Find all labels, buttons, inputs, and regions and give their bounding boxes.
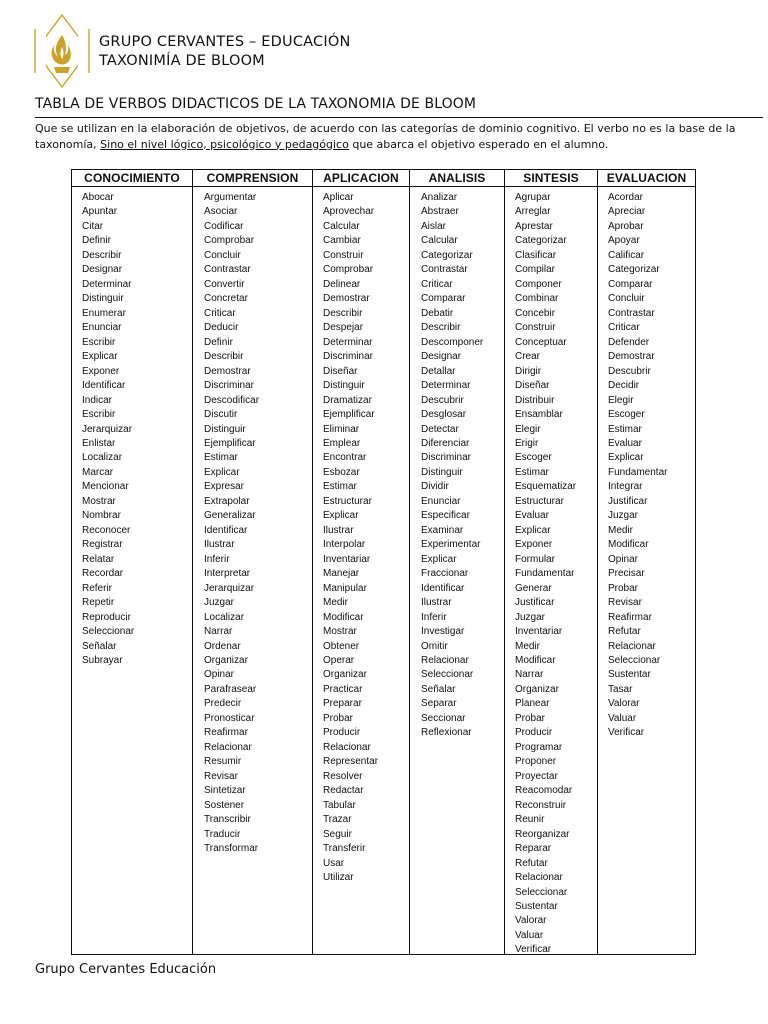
verb-item: Concretar	[204, 293, 248, 305]
verb-list	[193, 187, 312, 857]
verb-item: Refutar	[608, 626, 641, 638]
verb-item: Comprobar	[204, 235, 255, 247]
column-header: SINTESIS	[505, 170, 597, 187]
verb-item: Descomponer	[421, 336, 484, 348]
verb-item: Proponer	[515, 756, 557, 768]
org-subtitle: TAXONIMÍA DE BLOOM	[99, 53, 265, 69]
verb-item: Ilustrar	[421, 597, 452, 609]
verb-item: Reacomodar	[515, 785, 573, 797]
verb-item: Construir	[515, 322, 556, 334]
verb-item: Investigar	[421, 626, 465, 638]
verb-item: Apuntar	[82, 206, 118, 218]
verb-list	[598, 187, 695, 741]
verb-list	[505, 187, 597, 958]
verb-item: Delinear	[323, 278, 361, 290]
verb-item: Localizar	[204, 611, 245, 623]
verb-item: Estructurar	[515, 495, 564, 507]
verb-item: Categorizar	[608, 264, 660, 276]
verb-item: Contrastar	[421, 264, 468, 276]
verb-item: Inventariar	[323, 553, 371, 565]
verb-item: Marcar	[82, 466, 114, 478]
verb-item: Juzgar	[515, 611, 546, 623]
verb-item: Señalar	[82, 640, 117, 652]
verb-item: Reafirmar	[204, 727, 248, 739]
verb-item: Seguir	[323, 828, 352, 840]
verb-item: Definir	[204, 336, 233, 348]
verb-item: Descubrir	[608, 365, 651, 377]
verb-item: Fundamentar	[515, 568, 575, 580]
verb-item: Interpretar	[204, 568, 251, 580]
verb-item: Estimar	[323, 481, 357, 493]
verb-item: Practicar	[323, 683, 363, 695]
verb-item: Preparar	[323, 698, 362, 710]
verb-item: Juzgar	[204, 597, 235, 609]
verb-item: Cambiar	[323, 235, 361, 247]
verb-item: Sustentar	[515, 900, 558, 912]
verb-item: Nombrar	[82, 510, 121, 522]
verb-item: Demostrar	[204, 365, 251, 377]
verb-item: Ensamblar	[515, 409, 563, 421]
verb-item: Reflexionar	[421, 727, 472, 739]
verb-item: Criticar	[608, 322, 640, 334]
column-comprension	[193, 170, 313, 954]
verb-item: Organizar	[323, 669, 367, 681]
verb-item: Reorganizar	[515, 828, 570, 840]
verb-item: Resumir	[204, 756, 242, 768]
verb-item: Omitir	[421, 640, 448, 652]
verb-item: Medir	[608, 524, 634, 536]
title-divider	[35, 117, 763, 118]
verb-item: Subrayar	[82, 655, 123, 666]
verb-item: Detallar	[421, 365, 456, 377]
verb-item: Clasificar	[515, 249, 557, 261]
verb-item: Extrapolar	[204, 495, 250, 507]
verb-item: Recordar	[82, 568, 124, 580]
verb-item: Comparar	[608, 278, 653, 290]
verb-item: Comparar	[421, 293, 466, 305]
verb-item: Abocar	[82, 192, 114, 203]
verb-item: Agrupar	[515, 192, 551, 203]
verb-item: Compilar	[515, 264, 556, 276]
verb-item: Referir	[82, 582, 113, 594]
verb-item: Explicar	[608, 452, 644, 464]
verb-item: Localizar	[82, 452, 123, 464]
column-header: EVALUACION	[598, 170, 695, 187]
verb-item: Analizar	[421, 192, 458, 203]
verb-item: Verificar	[608, 727, 645, 739]
verb-item: Calcular	[323, 220, 360, 232]
verb-item: Separar	[421, 698, 457, 710]
verb-item: Experimentar	[421, 539, 481, 551]
verb-item: Emplear	[323, 437, 361, 449]
verb-item: Explicar	[515, 524, 551, 536]
verb-item: Justificar	[608, 495, 648, 507]
verb-item: Predecir	[204, 698, 242, 710]
verb-item: Programar	[515, 741, 563, 753]
verb-item: Organizar	[204, 655, 248, 666]
verb-item: Elegir	[515, 423, 541, 435]
verb-item: Comprobar	[323, 264, 374, 276]
verb-item: Utilizar	[323, 872, 354, 884]
verb-item: Resolver	[323, 770, 363, 782]
verb-item: Ilustrar	[323, 524, 354, 536]
verb-item: Indicar	[82, 394, 113, 406]
verb-item: Enunciar	[421, 495, 461, 507]
verb-item: Encontrar	[323, 452, 367, 464]
verb-item: Jerarquizar	[82, 423, 133, 435]
document-title: TABLA DE VERBOS DIDACTICOS DE LA TAXONOMIA DE BLOOM	[35, 96, 477, 112]
verb-list	[410, 187, 504, 741]
verb-item: Abstraer	[421, 206, 459, 218]
verb-item: Manejar	[323, 568, 360, 580]
verb-item: Ejemplificar	[204, 437, 256, 449]
verb-list	[313, 187, 409, 886]
verb-item: Producir	[515, 727, 553, 739]
verb-item: Seleccionar	[608, 655, 661, 666]
verb-item: Determinar	[421, 380, 471, 392]
verb-item: Tabular	[323, 799, 356, 811]
verb-item: Enumerar	[82, 307, 126, 319]
verb-item: Categorizar	[515, 235, 567, 247]
intro-text-1: Que se utilizan en la elaboración de objetivos, de acuerdo con las categorías de dominio cognitivo. El verbo no es la base de la taxonomía,	[35, 122, 736, 151]
verb-item: Contrastar	[608, 307, 655, 319]
verb-item: Ordenar	[204, 640, 241, 652]
verb-item: Designar	[82, 264, 123, 276]
column-sintesis	[505, 170, 598, 954]
verb-item: Discriminar	[323, 351, 373, 363]
verb-item: Componer	[515, 278, 562, 290]
verb-item: Discutir	[204, 409, 238, 421]
verb-item: Estimar	[608, 423, 642, 435]
verb-item: Relacionar	[515, 872, 563, 884]
verb-item: Defender	[608, 336, 650, 348]
verb-item: Jerarquizar	[204, 582, 255, 594]
verb-item: Construir	[323, 249, 364, 261]
verb-item: Organizar	[515, 683, 559, 695]
verb-item: Inferir	[421, 611, 447, 623]
verb-item: Escoger	[608, 409, 645, 421]
verb-item: Evaluar	[515, 510, 549, 522]
verb-item: Demostrar	[323, 293, 370, 305]
verb-item: Seleccionar	[82, 626, 135, 638]
verb-item: Despejar	[323, 322, 364, 334]
column-analisis	[410, 170, 505, 954]
verb-item: Evaluar	[608, 437, 642, 449]
column-header: APLICACION	[313, 170, 409, 187]
verb-item: Escribir	[82, 409, 116, 421]
verb-item: Apoyar	[608, 235, 640, 247]
verb-item: Describir	[421, 322, 461, 334]
verb-item: Probar	[608, 582, 639, 594]
organization-heading	[99, 33, 351, 71]
verb-item: Argumentar	[204, 192, 257, 203]
verb-item: Aprobar	[608, 220, 644, 232]
verb-item: Exponer	[82, 365, 120, 377]
verb-item: Eliminar	[323, 423, 360, 435]
verb-item: Transcribir	[204, 814, 251, 826]
verb-item: Apreciar	[608, 206, 646, 218]
verb-item: Integrar	[608, 481, 643, 493]
verb-item: Mostrar	[323, 626, 357, 638]
verb-item: Transferir	[323, 843, 366, 855]
verb-item: Codificar	[204, 220, 244, 232]
verb-item: Sustentar	[608, 669, 651, 681]
verb-item: Asociar	[204, 206, 238, 218]
verb-item: Discriminar	[204, 380, 254, 392]
verb-item: Erigir	[515, 437, 539, 449]
verb-item: Exponer	[515, 539, 553, 551]
verb-item: Esbozar	[323, 466, 360, 478]
verb-item: Distinguir	[421, 466, 463, 478]
verb-item: Calcular	[421, 235, 458, 247]
verb-list	[72, 187, 192, 668]
verb-item: Escribir	[82, 336, 116, 348]
verbs-table	[71, 169, 696, 955]
verb-item: Aplicar	[323, 192, 354, 203]
verb-item: Mostrar	[82, 495, 116, 507]
verb-item: Generar	[515, 582, 552, 594]
verb-item: Probar	[323, 712, 354, 724]
verb-item: Refutar	[515, 857, 548, 869]
verb-item: Relatar	[82, 553, 115, 565]
footer-text: Grupo Cervantes Educación	[35, 962, 217, 977]
verb-item: Arreglar	[515, 206, 551, 218]
verb-item: Valorar	[608, 698, 640, 710]
intro-paragraph	[35, 121, 765, 152]
verb-item: Designar	[421, 351, 462, 363]
column-evaluacion	[598, 170, 695, 954]
verb-item: Dirigir	[515, 365, 542, 377]
verb-item: Seccionar	[421, 712, 466, 724]
verb-item: Repetir	[82, 597, 115, 609]
verb-item: Relacionar	[323, 741, 371, 753]
verb-item: Juzgar	[608, 510, 639, 522]
verb-item: Reparar	[515, 843, 552, 855]
verb-item: Medir	[515, 640, 541, 652]
verb-item: Verificar	[515, 944, 552, 956]
verb-item: Probar	[515, 712, 546, 724]
verb-item: Determinar	[82, 278, 132, 290]
verb-item: Reproducir	[82, 611, 131, 623]
verb-item: Identificar	[204, 524, 248, 536]
verb-item: Describir	[82, 249, 122, 261]
verb-item: Producir	[323, 727, 361, 739]
verb-item: Enlistar	[82, 437, 116, 449]
verb-item: Tasar	[608, 683, 633, 695]
verb-item: Combinar	[515, 293, 559, 305]
verb-item: Ejemplificar	[323, 409, 375, 421]
verb-item: Reconstruir	[515, 799, 567, 811]
verb-item: Reunir	[515, 814, 545, 826]
verb-item: Justificar	[515, 597, 555, 609]
verb-item: Distinguir	[323, 380, 365, 392]
column-header: ANALISIS	[410, 170, 504, 187]
verb-item: Citar	[82, 220, 104, 232]
verb-item: Opinar	[608, 553, 639, 565]
verb-item: Modificar	[515, 655, 556, 666]
column-conocimiento	[72, 170, 193, 954]
verb-item: Detectar	[421, 423, 459, 435]
verb-item: Concluir	[204, 249, 241, 261]
verb-item: Estructurar	[323, 495, 372, 507]
verb-item: Ilustrar	[204, 539, 235, 551]
column-header: COMPRENSION	[193, 170, 312, 187]
verb-item: Aprovechar	[323, 206, 375, 218]
verb-item: Convertir	[204, 278, 245, 290]
org-name: GRUPO CERVANTES – EDUCACIÓN	[99, 34, 351, 50]
verb-item: Narrar	[204, 626, 233, 638]
verb-item: Definir	[82, 235, 111, 247]
verb-item: Enunciar	[82, 322, 122, 334]
verb-item: Expresar	[204, 481, 245, 493]
verb-item: Deducir	[204, 322, 239, 334]
verb-item: Aislar	[421, 220, 447, 232]
verb-item: Determinar	[323, 336, 373, 348]
verb-item: Diseñar	[515, 380, 550, 392]
verb-item: Concluir	[608, 293, 645, 305]
verb-item: Calificar	[608, 249, 645, 261]
verb-item: Señalar	[421, 683, 456, 695]
verb-item: Valuar	[608, 712, 637, 724]
verb-item: Explicar	[421, 553, 457, 565]
verb-item: Debatir	[421, 307, 454, 319]
verb-item: Revisar	[204, 770, 238, 782]
verb-item: Valorar	[515, 915, 547, 927]
verb-item: Descubrir	[421, 394, 464, 406]
verb-item: Inferir	[204, 553, 230, 565]
verb-item: Diferenciar	[421, 437, 470, 449]
verb-item: Describir	[323, 307, 363, 319]
flame-diamond-logo-icon	[34, 13, 90, 89]
verb-item: Aprestar	[515, 220, 553, 232]
verb-item: Inventariar	[515, 626, 563, 638]
verb-item: Acordar	[608, 192, 644, 203]
verb-item: Proyectar	[515, 770, 558, 782]
verb-item: Concebir	[515, 307, 556, 319]
verb-item: Discriminar	[421, 452, 471, 464]
verb-item: Estimar	[204, 452, 238, 464]
verb-item: Traducir	[204, 828, 241, 840]
verb-item: Modificar	[608, 539, 649, 551]
verb-item: Precisar	[608, 568, 645, 580]
verb-item: Criticar	[204, 307, 236, 319]
verb-item: Medir	[323, 597, 349, 609]
verb-item: Demostrar	[608, 351, 655, 363]
verb-item: Usar	[323, 857, 345, 869]
verb-item: Relacionar	[421, 655, 469, 666]
verb-item: Describir	[204, 351, 244, 363]
verb-item: Relacionar	[204, 741, 252, 753]
verb-item: Examinar	[421, 524, 464, 536]
verb-item: Trazar	[323, 814, 352, 826]
verb-item: Operar	[323, 655, 355, 666]
verb-item: Crear	[515, 351, 541, 363]
verb-item: Modificar	[323, 611, 364, 623]
verb-item: Sintetizar	[204, 785, 246, 797]
verb-item: Criticar	[421, 278, 453, 290]
verb-item: Pronosticar	[204, 712, 255, 724]
verb-item: Diseñar	[323, 365, 358, 377]
verb-item: Esquematizar	[515, 481, 577, 493]
verb-item: Explicar	[82, 351, 118, 363]
verb-item: Dramatizar	[323, 394, 372, 406]
verb-item: Obtener	[323, 640, 360, 652]
verb-item: Contrastar	[204, 264, 251, 276]
verb-item: Mencionar	[82, 481, 129, 493]
verb-item: Reconocer	[82, 524, 131, 536]
verb-item: Identificar	[421, 582, 465, 594]
column-header: CONOCIMIENTO	[72, 170, 192, 187]
verb-item: Distinguir	[82, 293, 124, 305]
verb-item: Formular	[515, 553, 556, 565]
verb-item: Relacionar	[608, 640, 656, 652]
column-aplicacion	[313, 170, 410, 954]
verb-item: Registrar	[82, 539, 123, 551]
verb-item: Categorizar	[421, 249, 473, 261]
verb-item: Valuar	[515, 929, 544, 941]
verb-item: Conceptuar	[515, 336, 567, 348]
intro-underlined-text: Sino el nivel lógico, psicológico y pedagógico	[100, 137, 349, 151]
verb-item: Seleccionar	[515, 886, 568, 898]
verb-item: Manipular	[323, 582, 367, 594]
verb-item: Representar	[323, 756, 379, 768]
verb-item: Explicar	[323, 510, 359, 522]
verb-item: Redactar	[323, 785, 364, 797]
verb-item: Estimar	[515, 466, 549, 478]
verb-item: Reafirmar	[608, 611, 652, 623]
verb-item: Explicar	[204, 466, 240, 478]
verb-item: Planear	[515, 698, 550, 710]
verb-item: Interpolar	[323, 539, 366, 551]
verb-item: Transformar	[204, 843, 259, 855]
verb-item: Distinguir	[204, 423, 246, 435]
intro-text-2: que abarca el objetivo esperado en el alumno.	[348, 137, 609, 151]
verb-item: Sostener	[204, 799, 245, 811]
verb-item: Opinar	[204, 669, 235, 681]
verb-item: Fraccionar	[421, 568, 469, 580]
verb-item: Narrar	[515, 669, 544, 681]
verb-item: Elegir	[608, 394, 634, 406]
verb-item: Fundamentar	[608, 466, 668, 478]
verb-item: Revisar	[608, 597, 642, 609]
verb-item: Identificar	[82, 380, 126, 392]
verb-item: Seleccionar	[421, 669, 474, 681]
verb-item: Dividir	[421, 481, 449, 493]
verb-item: Especificar	[421, 510, 470, 522]
verb-item: Desglosar	[421, 409, 467, 421]
verb-item: Distribuir	[515, 394, 555, 406]
verb-item: Generalizar	[204, 510, 256, 522]
verb-item: Escoger	[515, 452, 552, 464]
verb-item: Descodificar	[204, 394, 260, 406]
verb-item: Parafrasear	[204, 683, 257, 695]
verb-item: Decidir	[608, 380, 640, 392]
